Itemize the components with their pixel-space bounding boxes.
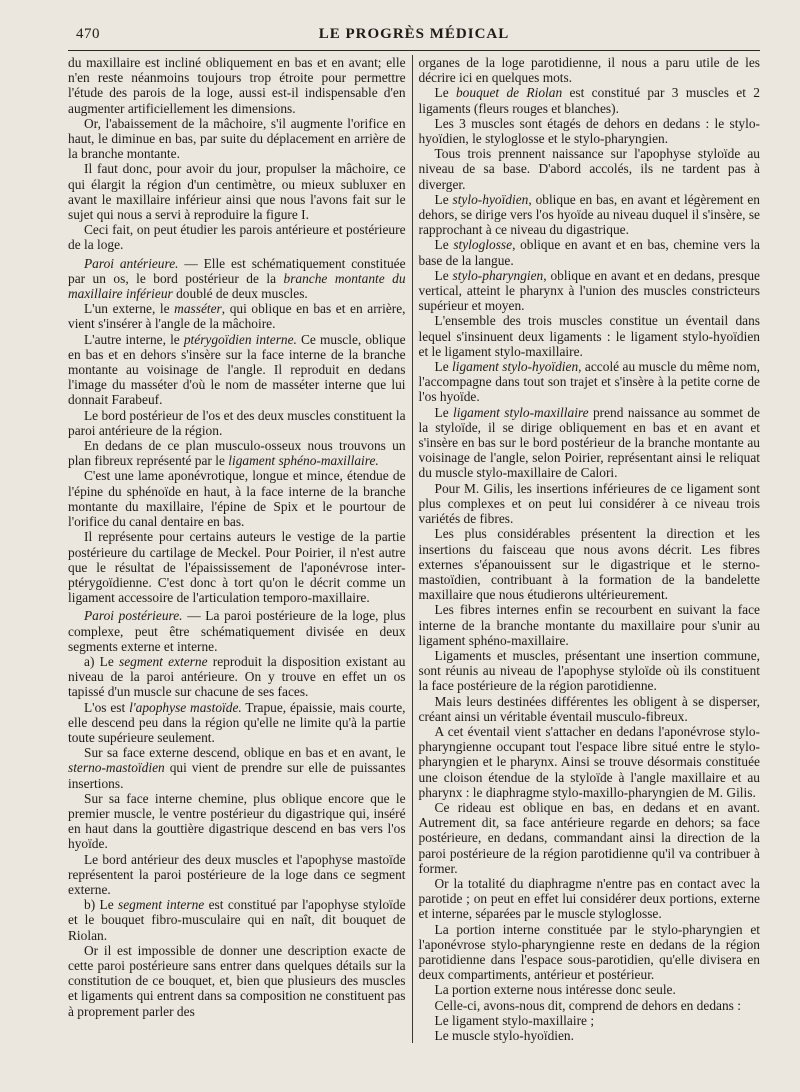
paragraph: [419, 146, 760, 192]
text-run: , oblique en avant et en bas, chemine vers la base de la langue.: [418, 237, 761, 268]
page-number: 470: [76, 26, 100, 42]
text-run: doublé de deux muscles.: [172, 286, 308, 302]
text-run: Le muscle stylo-hyoïdien.: [434, 1028, 574, 1043]
paragraph: [419, 481, 760, 527]
text-run: Le ligament stylo-maxillaire ;: [434, 1012, 595, 1028]
paragraph: [419, 602, 760, 648]
text-run: prend naissance au sommet de la styloïde, il se dirige obliquement en bas et en avant et s'insère en bas sur le bord postérieur de la branche montante au voisinage de l'angle, selon Poirier, représentant ainsi le reliquat du muscle stylo-maxillaire de Calori.: [418, 404, 760, 481]
text-columns: [68, 55, 760, 1043]
paragraph: [68, 700, 406, 746]
text-run: L'autre interne, le: [84, 331, 184, 347]
text-run: Ligaments et muscles, présentant une insertion commune, sont réunis au niveau de l'apophyse styloïde où ils constituent la face postérieure de la région parotidienne.: [418, 647, 760, 694]
text-run: La portion interne constituée par le stylo-pharyngien et l'aponévrose stylo-pharyngienne reste en dedans de la région parotidienne dans l'espace sous-parotidien, qu'elle divisera en deux compartiments, antérieur et postérieur.: [418, 921, 760, 983]
paragraph: [68, 438, 406, 468]
text-run: Sur sa face externe descend, oblique en bas et en avant, le: [84, 745, 406, 761]
italic-term: masséter: [174, 301, 222, 317]
paragraph: [419, 268, 760, 314]
paragraph: [419, 405, 760, 481]
paragraph: [419, 85, 760, 115]
paragraph: [419, 1013, 760, 1028]
text-run: Celle-ci, avons-nous dit, comprend de dehors en dedans :: [434, 997, 741, 1013]
paragraph: [68, 55, 406, 116]
paragraph: [68, 468, 406, 529]
header-rule: [68, 50, 760, 51]
paragraph: [68, 943, 406, 1019]
running-title: LE PROGRÈS MÉDICAL: [318, 26, 510, 42]
column-divider: [412, 55, 413, 1043]
paragraph: [419, 876, 760, 922]
paragraph: [68, 408, 406, 438]
paragraph: [68, 256, 406, 302]
text-run: est constitué par 3 muscles et 2 ligaments (fleurs rouges et blanches).: [418, 85, 760, 116]
text-run: — La paroi postérieure de la loge, plus complexe, peut être schématiquement divisée en deux segments externe et interne.: [68, 608, 406, 654]
text-run: Le: [434, 359, 453, 375]
text-run: Le bord postérieur de l'os et des deux muscles constituent la paroi antérieure de la région.: [68, 407, 406, 438]
italic-term: segment interne: [118, 897, 205, 913]
paragraph: [68, 222, 406, 252]
italic-term: styloglosse: [453, 237, 513, 253]
text-run: La portion externe nous intéresse donc seule.: [434, 982, 676, 998]
paragraph: [419, 55, 760, 85]
text-run: Or la totalité du diaphragme n'entre pas en contact avec la parotide ; on peut en effet lui considérer deux portions, externe et interne, séparées par le muscle styloglosse.: [418, 875, 760, 922]
text-run: Le: [434, 191, 453, 207]
text-run: Pour M. Gilis, les insertions inférieures de ce ligament sont plus complexes et on peut lui considérer à ce niveau trois variétés de fibres.: [418, 480, 760, 527]
italic-term: ligament stylo-hyoïdien: [452, 359, 579, 375]
text-run: organes de la loge parotidienne, il nous a paru utile de les décrire ici en quelques mots.: [418, 55, 760, 86]
paragraph: [68, 654, 406, 700]
text-run: reproduit la disposition existant au niveau de la paroi antérieure. On y trouve en effet un os tapissé d'un muscle sur chacune de ses faces.: [68, 653, 406, 700]
text-run: L'ensemble des trois muscles constitue un éventail dans lequel s'insinuent deux ligaments : le ligament stylo-hyoïdien et le ligament stylo-maxillaire.: [418, 313, 760, 359]
paragraph: [68, 161, 406, 222]
paragraph: [68, 897, 406, 943]
text-run: Les 3 muscles sont étagés de dehors en dedans : le stylo-hyoïdien, le styloglosse et le stylo-pharyngien.: [418, 115, 760, 147]
text-run: Les plus considérables présentent la direction et les insertions du faisceau que nous avons décrit. Les fibres externes s'épanouissent sur le digastrique et le sterno-mastoïdien, contribuant à la formation de la bandelette maxillaire que nous étudierons ultérieurement.: [418, 526, 760, 603]
paragraph: [419, 192, 760, 238]
text-run: L'un externe, le: [84, 301, 175, 317]
text-run: Sur sa face interne chemine, plus oblique encore que le premier muscle, le ventre postérieur du digastrique qui, inséré en haut dans la gouttière digastrique descend en bas vers l'os hyoïde.: [68, 790, 406, 852]
text-run: , oblique en bas, en avant et légèrement en dehors, se dirige vers l'os hyoïde au niveau duquel il s'insère, se rapprochant à ce niveau du digastrique.: [418, 191, 760, 238]
paragraph: [419, 237, 760, 267]
text-run: L'os est: [84, 699, 130, 715]
italic-term: stylo-hyoïdien: [452, 191, 529, 207]
text-run: Le: [434, 85, 456, 101]
italic-term: segment externe: [119, 653, 208, 669]
paragraph: [68, 116, 406, 162]
text-run: C'est une lame aponévrotique, longue et mince, étendue de l'épine du sphénoïde en haut, à la face interne de la branche montante du maxillaire, l'épine de Spix et le pourtour de l'orifice du canal dentaire en bas.: [68, 468, 406, 530]
paragraph: [68, 301, 406, 331]
paragraph: [419, 1028, 760, 1043]
paragraph: [419, 982, 760, 997]
text-run: Ce muscle, oblique en bas et en dehors s'insère sur la face interne de la branche montante au voisinage de l'angle. Il reproduit en dedans l'image du masséter d'où le nom de masséter interne que lui donnait Farabeuf.: [68, 331, 406, 408]
text-run: A cet éventail vient s'attacher en dedans l'aponévrose stylo-pharyngienne occupant tout l'espace libre situé entre le stylo-pharyngien et le pharynx. Ainsi se trouve désormais constituée une cloison étendue de la styloïde à l'angle maxillaire et au pharynx : le diaphragme stylo-maxillo-pharyngien de M. Gilis.: [418, 723, 760, 800]
text-run: , oblique en avant et en dedans, presque vertical, atteint le pharynx à l'union des muscles constricteurs supérieur et moyen.: [418, 267, 760, 314]
text-run: Ce rideau est oblique en bas, en dedans et en avant. Autrement dit, sa face antérieure regarde en dehors; sa face postérieure, en dedans, commandant ainsi la direction de la paroi postérieure de la région parotidienne qu'il va contribuer à former.: [418, 799, 760, 876]
paragraph: [419, 922, 760, 983]
italic-term: ligament stylo-maxillaire: [453, 404, 589, 420]
paragraph: [419, 724, 760, 800]
italic-term: Paroi postérieure.: [84, 608, 183, 624]
text-run: — Elle est schématiquement constituée par un os, le bord postérieur de la: [68, 255, 406, 286]
text-run: Trapue, épaissie, mais courte, elle descend peu dans la région qu'elle ne limite qu'à la partie toute supérieure seulement.: [68, 699, 406, 745]
text-run: , qui oblique en bas et en arrière, vient s'insérer à l'angle de la mâchoire.: [68, 301, 406, 332]
text-run: Or, l'abaissement de la mâchoire, s'il augmente l'orifice en haut, le diminue en bas, par suite du déplacement en arrière de la branche montante.: [68, 115, 406, 162]
paragraph: [419, 998, 760, 1013]
paragraph: [68, 852, 406, 898]
text-run: Il représente pour certains auteurs le vestige de la partie postérieure du cartilage de Meckel. Pour Poirier, il n'est autre que le résultat de l'épaississement de l'aponévrose inter-ptérygoïdienne. C'est donc à tort qu'on le décrit comme un ligament accessoire de l'articulation temporo-maxillaire.: [68, 529, 406, 606]
italic-term: sterno-mastoïdien: [68, 760, 165, 776]
text-run: Tous trois prennent naissance sur l'apophyse styloïde au niveau de sa base. D'abord accolés, ils ne tardent pas à diverger.: [418, 146, 760, 192]
text-run: du maxillaire est incliné obliquement en bas et en avant; elle n'en reste néanmoins toujours trop étroite pour permettre l'étude des parois de la loge, aussi est-il indispensable d'en augmenter artificiellement les dimensions.: [68, 55, 406, 116]
paragraph: [419, 800, 760, 876]
text-run: Le: [434, 267, 453, 283]
text-run: Ceci fait, on peut étudier les parois antérieure et postérieure de la loge.: [68, 222, 406, 253]
left-column: [68, 55, 406, 1043]
text-run: est constitué par l'apophyse styloïde et le bouquet fibro-musculaire qui en naît, dit bouquet de Riolan.: [68, 897, 406, 943]
text-run: Le: [434, 237, 454, 253]
italic-term: ligament sphéno-maxillaire.: [228, 453, 379, 469]
text-run: Or il est impossible de donner une description exacte de cette paroi postérieure sans entrer dans quelques détails sur la constitution de ce bouquet, et, bien que plusieurs des muscles et ligaments qui entrent dans sa composition ne constituent pas à proprement parler des: [68, 942, 406, 1019]
text-run: qui vient de prendre sur elle de puissantes insertions.: [68, 760, 406, 791]
right-column: [419, 55, 760, 1043]
paragraph: [68, 529, 406, 605]
paragraph: [419, 648, 760, 694]
paragraph: [68, 332, 406, 408]
italic-term: l'apophyse mastoïde.: [129, 699, 242, 715]
text-run: En dedans de ce plan musculo-osseux nous trouvons un plan fibreux représenté par le: [68, 438, 406, 469]
paragraph: [419, 313, 760, 359]
text-run: , accolé au muscle du même nom, l'accompagne dans tout son trajet et s'insère à la petite corne de l'os hyoïde.: [418, 359, 760, 405]
italic-term: stylo-pharyngien: [452, 267, 544, 283]
text-run: b) Le: [84, 897, 119, 913]
paragraph: [68, 791, 406, 852]
italic-term: bouquet de Riolan: [455, 85, 563, 101]
text-run: Le: [434, 404, 454, 420]
text-run: Le bord antérieur des deux muscles et l'apophyse mastoïde représentent la paroi postérieure de la loge dans ce segment externe.: [68, 851, 406, 897]
paragraph: [419, 359, 760, 405]
paragraph: [419, 694, 760, 724]
text-run: a) Le: [84, 653, 119, 669]
paragraph: [419, 526, 760, 602]
italic-term: Paroi antérieure.: [84, 255, 179, 271]
paragraph: [68, 745, 406, 791]
paragraph: [419, 116, 760, 146]
paragraph: [68, 608, 406, 654]
text-run: Mais leurs destinées différentes les obligent à se disperser, créant ainsi un véritable éventail musculo-fibreux.: [418, 693, 760, 724]
text-run: Les fibres internes enfin se recourbent en suivant la face interne de la branche montante du maxillaire pour s'unir au ligament sphéno-maxillaire.: [418, 602, 760, 648]
page-header: [68, 26, 760, 48]
text-run: Il faut donc, pour avoir du jour, propulser la mâchoire, ce qui élargit la région d'un centimètre, ou mieux subluxer en avant le maxillaire inférieur ainsi que nous l'avons fait sur le sujet qui nous a servi à reproduire la figure I.: [68, 161, 406, 223]
italic-term: branche montante du maxillaire inférieur: [68, 270, 406, 302]
italic-term: ptérygoïdien interne.: [183, 331, 297, 347]
